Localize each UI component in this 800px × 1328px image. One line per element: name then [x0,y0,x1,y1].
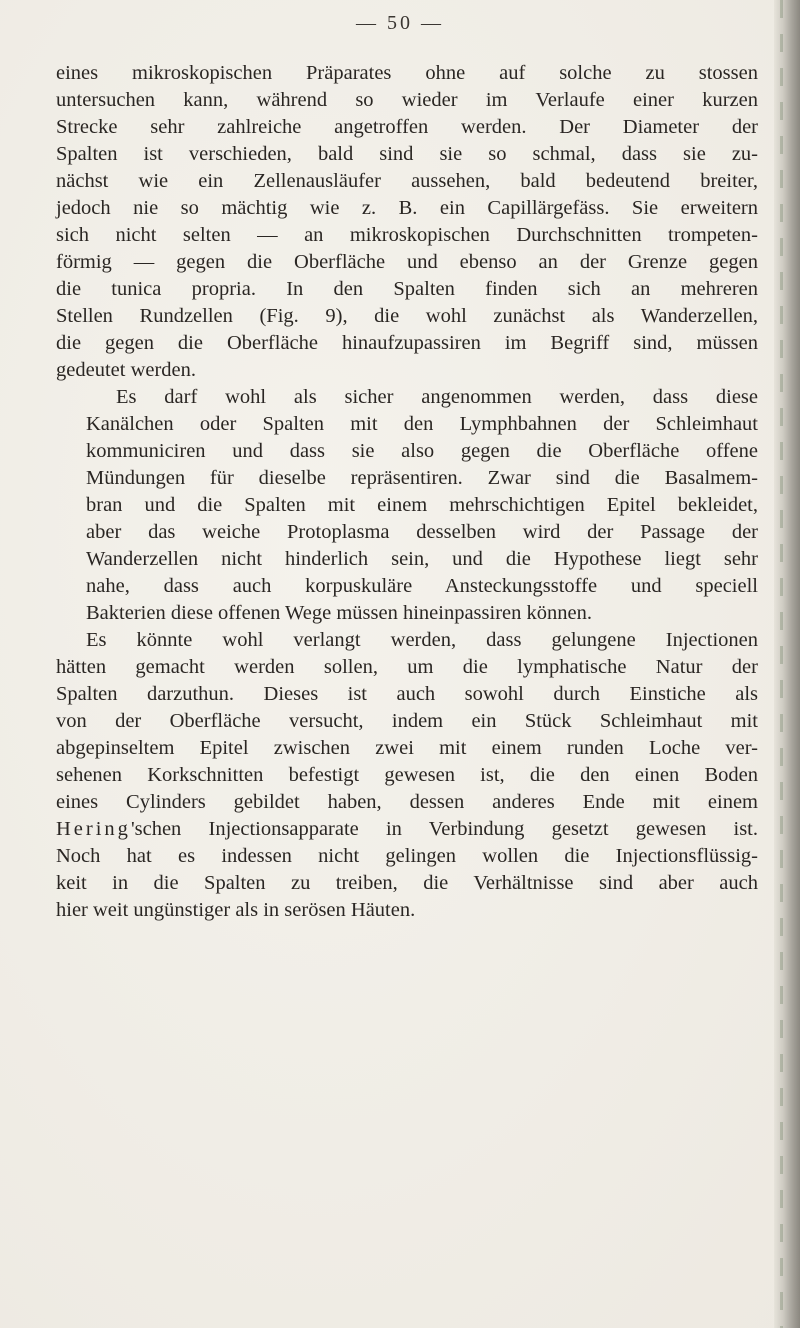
text-line: gedeutet werden. [56,359,197,381]
text-line: hier weit ungünstiger als in serösen Häuten. [56,899,416,921]
text-line: nahe, dass auch korpuskuläre Ansteckungsstoffe und speciell [86,575,758,597]
text-fragment: 'schen Injectionsapparate in Verbindung gesetzt gewesen ist. [130,818,758,840]
text-line: Es darf wohl als sicher angenommen werden, dass diese [116,386,758,408]
text-line: von der Oberfläche versucht, indem ein Stück Schleimhaut mit [56,710,758,732]
text-line: Kanälchen oder Spalten mit den Lymphbahnen der Schleimhaut [86,413,758,435]
text-line: die tunica propria. In den Spalten finden sich an mehreren [56,278,758,300]
text-line: abgepinseltem Epitel zwischen zwei mit einem runden Loche ver- [56,737,758,759]
text-line: untersuchen kann, während so wieder im Verlaufe einer kurzen [56,89,758,111]
page-edge-shadow [774,0,800,1328]
text-line: hätten gemacht werden sollen, um die lymphatische Natur der [56,656,758,678]
text-line: Mündungen für dieselbe repräsentiren. Zwar sind die Basalmem- [86,467,758,489]
text-line: Es könnte wohl verlangt werden, dass gelungene Injectionen [86,629,758,651]
text-line: Noch hat es indessen nicht gelingen wollen die Injectionsflüssig- [56,845,758,867]
text-line: jedoch nie so mächtig wie z. B. ein Capillärgefäss. Sie erweitern [56,197,758,219]
text-line: kommuniciren und dass sie also gegen die Oberfläche offene [86,440,758,462]
text-line: sich nicht selten — an mikroskopischen Durchschnitten trompeten- [56,224,758,246]
text-line: bran und die Spalten mit einem mehrschichtigen Epitel bekleidet, [86,494,758,516]
text-line: Wanderzellen nicht hinderlich sein, und die Hypothese liegt sehr [86,548,758,570]
text-line: Strecke sehr zahlreiche angetroffen werden. Der Diameter der [56,116,758,138]
text-line: Spalten darzuthun. Dieses ist auch sowohl durch Einstiche als [56,683,758,705]
spaced-name: Hering [56,818,131,840]
paragraph-2 [56,384,758,627]
text-line-with-name [56,816,758,843]
text-line: Stellen Rundzellen (Fig. 9), die wohl zunächst als Wanderzellen, [56,305,758,327]
text-line: Spalten ist verschieden, bald sind sie so schmal, dass sie zu- [56,143,758,165]
text-line: eines mikroskopischen Präparates ohne auf solche zu stossen [56,62,758,84]
text-line: nächst wie ein Zellenausläufer aussehen, bald bedeutend breiter, [56,170,758,192]
body-text [56,60,758,924]
text-line: sehenen Korkschnitten befestigt gewesen ist, die den einen Boden [56,764,758,786]
page-number: — 50 — [356,12,444,34]
text-line: aber das weiche Protoplasma desselben wird der Passage der [86,521,758,543]
text-line: Bakterien diese offenen Wege müssen hineinpassiren können. [86,602,592,624]
text-line: die gegen die Oberfläche hinaufzupassiren im Begriff sind, müssen [56,332,758,354]
paragraph-3 [56,627,758,924]
text-line: eines Cylinders gebildet haben, dessen anderes Ende mit einem [56,791,758,813]
text-line: keit in die Spalten zu treiben, die Verhältnisse sind aber auch [56,872,758,894]
text-line: förmig — gegen die Oberfläche und ebenso an der Grenze gegen [56,251,758,273]
paragraph-1 [56,60,758,384]
